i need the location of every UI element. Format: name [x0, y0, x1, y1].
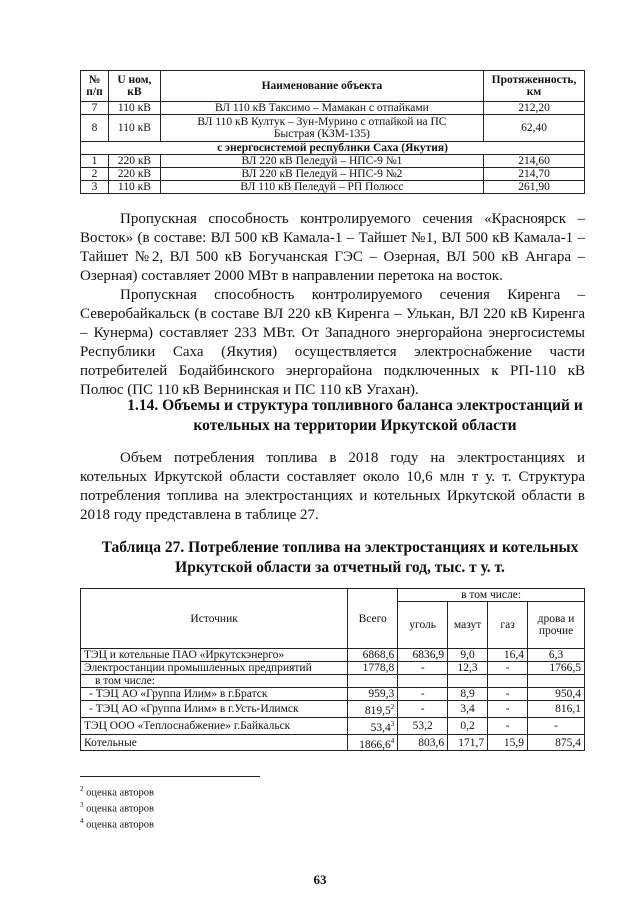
table-row — [81, 662, 585, 675]
cell-voltage: 110 кВ — [108, 181, 160, 194]
table-row — [81, 181, 585, 194]
footnote-divider — [80, 776, 260, 777]
cell-num: 1 — [81, 155, 109, 168]
total-value: 53,4 — [370, 721, 391, 734]
cell-source: Котельные — [81, 734, 348, 751]
cell-wood: 950,4 — [528, 688, 585, 701]
total-value: 819,5 — [364, 704, 391, 717]
cell-num: 7 — [81, 102, 109, 115]
header-num: № п/п — [81, 71, 109, 102]
cell-source: Электростанции промышленных предприятий — [81, 662, 348, 675]
cell-gas: - — [488, 662, 528, 675]
table-row — [81, 675, 585, 688]
table-row — [81, 102, 585, 115]
table-caption: Таблица 27. Потребление топлива на электростанциях и котельных Иркутской области за отчетный год, тыс. т у. т. — [101, 539, 579, 576]
cell-wood: 816,1 — [528, 701, 585, 718]
transmission-lines-table — [80, 70, 585, 194]
footnote — [80, 783, 154, 800]
header-total: Всего — [348, 589, 398, 649]
cell-coal: 803,6 — [398, 734, 448, 751]
header-voltage: U ном, кВ — [108, 71, 160, 102]
footnote-number: 2 — [80, 785, 84, 793]
header-including: в том числе: — [398, 589, 585, 602]
table-row — [81, 717, 585, 734]
cell-name: ВЛ 220 кВ Пеледуй – НПС-9 №2 — [160, 168, 483, 181]
cell-name: ВЛ 110 кВ Таксимо – Мамакан с отпайками — [160, 102, 483, 115]
cell-gas: 15,9 — [488, 734, 528, 751]
cell-total: 959,3 — [348, 688, 398, 701]
table-row — [81, 734, 585, 751]
body-text-block-2 — [80, 449, 585, 525]
paragraph-capacity-kirenga: Пропускная способность контролируемого сечения Киренга – Северобайкальск (в составе ВЛ 220 кВ Киренга – Улькан, ВЛ 220 кВ Киренга – Кунерма) составляет 233 МВт. От Западного энергорайона энергосистемы Республики Саха (Якутия) осуществляется электроснабжение части потребителей Бодайбинского энергорайона подключенных к РП-110 кВ Полюс (ПС 110 кВ Вернинская и ПС 110 кВ Угахан). — [80, 287, 585, 398]
cell-fuel-oil: 171,7 — [448, 734, 488, 751]
cell-source: ТЭЦ и котельные ПАО «Иркутскэнерго» — [81, 649, 348, 662]
cell-length: 214,60 — [484, 155, 585, 168]
body-text-block — [80, 210, 585, 400]
cell-total — [348, 734, 398, 751]
cell-total — [348, 701, 398, 718]
cell-name: ВЛ 220 кВ Пеледуй – НПС-9 №1 — [160, 155, 483, 168]
cell-source: - ТЭЦ АО «Группа Илим» в г.Усть-Илимск — [81, 701, 348, 718]
cell-voltage: 110 кВ — [108, 115, 160, 142]
cell-wood: 1766,5 — [528, 662, 585, 675]
header-fuel-oil: мазут — [448, 602, 488, 649]
cell-wood: 6,3 — [528, 649, 585, 662]
cell-length: 212,20 — [484, 102, 585, 115]
table-row — [81, 649, 585, 662]
cell-total: 6868,6 — [348, 649, 398, 662]
section-heading: 1.14. Объемы и структура топливного баланса электростанций и котельных на территории Иркутской области — [127, 397, 583, 434]
footnote-ref: 2 — [390, 703, 395, 711]
cell-coal: 6836,9 — [398, 649, 448, 662]
cell-gas: - — [488, 701, 528, 718]
cell-voltage: 220 кВ — [108, 155, 160, 168]
page-number: 63 — [313, 872, 327, 887]
cell-source: - ТЭЦ АО «Группа Илим» в г.Братск — [81, 688, 348, 701]
cell-fuel-oil: 3,4 — [448, 701, 488, 718]
footnote-ref: 3 — [390, 719, 395, 728]
total-value: 1866,6 — [359, 738, 391, 751]
table-header-row — [81, 589, 585, 602]
cell-length: 62,40 — [484, 115, 585, 142]
table-header-row — [81, 71, 585, 102]
header-length: Протяженность, км — [484, 71, 585, 102]
header-name: Наименование объекта — [160, 71, 483, 102]
footnote-number: 4 — [80, 817, 84, 825]
header-coal: уголь — [398, 602, 448, 649]
cell-fuel-oil: 8,9 — [448, 688, 488, 701]
table-row — [81, 688, 585, 701]
paragraph-capacity-krasnoyarsk: Пропускная способность контролируемого сечения «Красноярск – Восток» (в составе: ВЛ 500 кВ Камала-1 – Тайшет №1, ВЛ 500 кВ Камала-1 – Тайшет №2, ВЛ 500 кВ Богучанская ГЭС – Озерная, ВЛ 500 кВ Ангара – Озерная) составляет 2000 МВт в направлении перетока на восток. — [80, 211, 585, 284]
table-row — [81, 155, 585, 168]
cell-fuel-oil: 0,2 — [448, 717, 488, 734]
cell-coal — [398, 675, 448, 688]
header-source: Источник — [81, 589, 348, 649]
cell-source: ТЭЦ ООО «Теплоснабжение» г.Байкальск — [81, 717, 348, 734]
table-row — [81, 701, 585, 718]
cell-voltage: 220 кВ — [108, 168, 160, 181]
table-row — [81, 115, 585, 142]
cell-length: 214,70 — [484, 168, 585, 181]
cell-coal: - — [398, 662, 448, 675]
cell-voltage: 110 кВ — [108, 102, 160, 115]
footnote — [80, 799, 154, 816]
section-label: с энергосистемой республики Саха (Якутия) — [81, 142, 585, 155]
cell-name: ВЛ 110 кВ Пеледуй – РП Полюсс — [160, 181, 483, 194]
cell-coal: - — [398, 688, 448, 701]
cell-num: 8 — [81, 115, 109, 142]
footnote-text: оценка авторов — [86, 787, 155, 799]
cell-num: 2 — [81, 168, 109, 181]
cell-fuel-oil — [448, 675, 488, 688]
cell-num: 3 — [81, 181, 109, 194]
cell-wood — [528, 675, 585, 688]
cell-gas — [488, 675, 528, 688]
footnote-text: оценка авторов — [86, 803, 155, 815]
cell-name: ВЛ 110 кВ Култук – Зун-Мурино с отпайкой на ПС Быстрая (КЗМ-135) — [160, 115, 483, 142]
cell-total — [348, 717, 398, 734]
table-section-row — [81, 142, 585, 155]
footnote — [80, 815, 154, 832]
footnote-ref: 4 — [390, 736, 395, 745]
cell-coal: 53,2 — [398, 717, 448, 734]
cell-wood: 875,4 — [528, 734, 585, 751]
cell-fuel-oil: 9,0 — [448, 649, 488, 662]
table-row — [81, 168, 585, 181]
footnote-text: оценка авторов — [86, 819, 155, 831]
cell-length: 261,90 — [484, 181, 585, 194]
paragraph-fuel-volume: Объем потребления топлива в 2018 году на электростанциях и котельных Иркутской области составляет около 10,6 млн т у. т. Структура потребления топлива на электростанциях и котельных Иркутской области в 2018 году представлена в таблице 27. — [80, 450, 585, 523]
cell-total — [348, 675, 398, 688]
cell-gas: 16,4 — [488, 649, 528, 662]
cell-gas: - — [488, 688, 528, 701]
footnote-number: 3 — [80, 801, 84, 809]
header-wood: дрова и прочие — [528, 602, 585, 649]
cell-fuel-oil: 12,3 — [448, 662, 488, 675]
cell-gas: - — [488, 717, 528, 734]
header-gas: газ — [488, 602, 528, 649]
cell-total: 1778,8 — [348, 662, 398, 675]
cell-wood: - — [528, 717, 585, 734]
fuel-consumption-table — [80, 588, 585, 751]
cell-source: в том числе: — [81, 675, 348, 688]
cell-coal: - — [398, 701, 448, 718]
